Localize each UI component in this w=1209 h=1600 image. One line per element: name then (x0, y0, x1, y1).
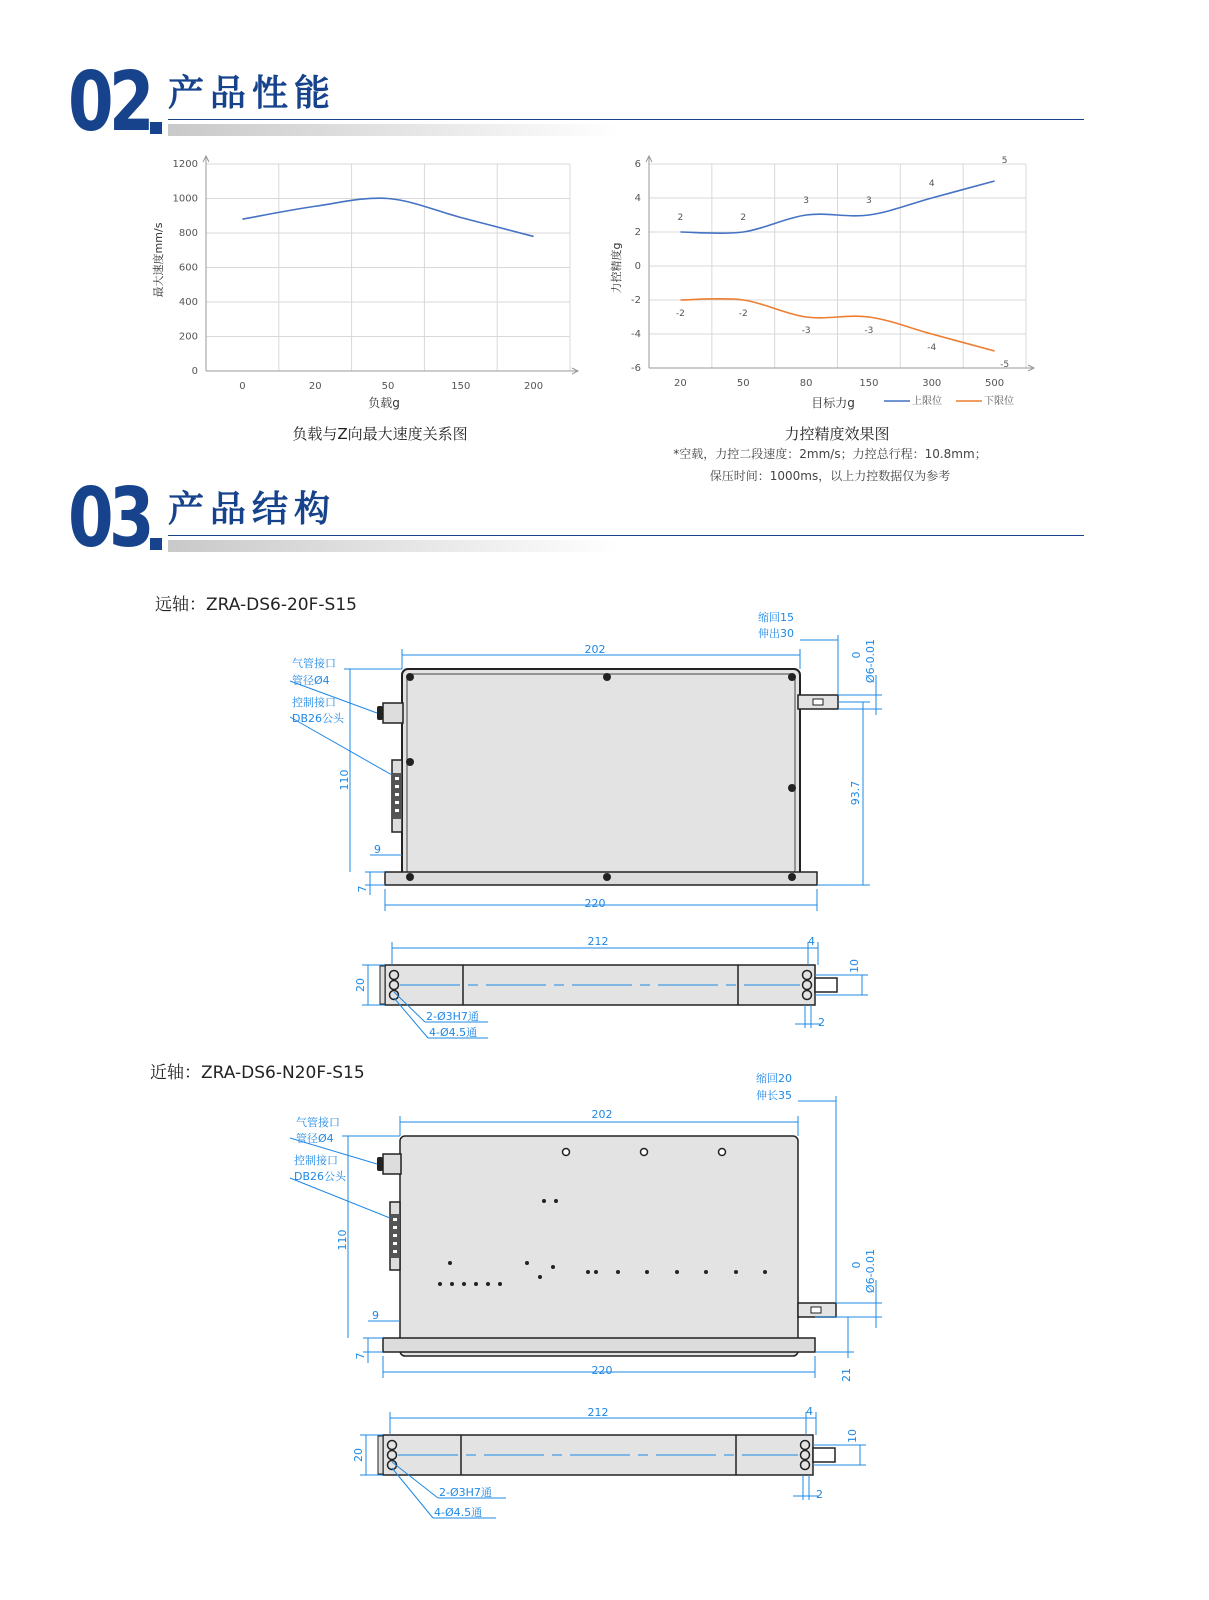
section-shade (168, 540, 618, 552)
model-label-near-axis: 近轴：ZRA-DS6-N20F-S15 (150, 1063, 365, 1083)
y-tick-label: 4 (634, 193, 641, 204)
near-axis-side-view (338, 1402, 878, 1524)
pipe-dia-label: 管径Ø4 (296, 1132, 334, 1145)
base-plate (383, 1338, 815, 1352)
holes-3h7: 2-Ø3H7通 (439, 1486, 492, 1499)
far-axis-side-view (340, 930, 880, 1045)
y-tick-label: 800 (178, 228, 198, 239)
x-tick-label: 300 (922, 378, 942, 389)
dim-2: 2 (818, 1016, 825, 1029)
air-fitting (377, 703, 403, 723)
legend-lower-label: 下限位 (984, 396, 1014, 407)
y-tick-label: -4 (631, 329, 641, 340)
dim-202: 202 (584, 643, 606, 656)
chart2-grid (646, 156, 1034, 371)
legend-upper-label: 上限位 (912, 396, 942, 407)
dim-9: 9 (372, 1309, 379, 1322)
chart2-data-labels (676, 156, 1009, 370)
db26-connector (392, 760, 402, 832)
chart2-title: 力控精度效果图 (784, 425, 890, 443)
holes-4-5: 4-Ø4.5通 (434, 1506, 483, 1519)
y-tick-label: 200 (178, 331, 198, 343)
y-tick-label: 600 (178, 262, 198, 274)
rod-tolerance: 0 (850, 651, 863, 659)
y-tick-label: 1200 (172, 159, 198, 170)
chart1-grid (203, 156, 578, 374)
section-rule (168, 535, 1084, 536)
chart1-ylabel: 最大速度mm/s (152, 222, 165, 298)
stroke-extend: 伸出30 (758, 627, 794, 640)
x-tick-label: 50 (381, 381, 395, 392)
dim-7: 7 (354, 1352, 367, 1360)
section-dot (150, 538, 162, 550)
x-tick-label: 200 (524, 381, 544, 392)
dim-212: 212 (587, 935, 609, 948)
x-tick-label: 20 (308, 381, 322, 392)
x-tick-label: 20 (674, 378, 687, 389)
x-tick-label: 50 (736, 378, 750, 389)
holes-3h7: 2-Ø3H7通 (426, 1010, 479, 1023)
rod-diameter: Ø6-0.01 (864, 1248, 877, 1294)
stroke-extend: 伸长35 (756, 1089, 792, 1102)
dim-110: 110 (336, 1229, 349, 1251)
dim-93-7: 93.7 (849, 780, 862, 806)
data-label: -4 (927, 343, 937, 353)
section-rule (168, 119, 1084, 120)
data-label: -2 (675, 309, 685, 319)
dim-4: 4 (806, 1405, 813, 1418)
y-tick-label: 2 (634, 227, 641, 238)
chart1-xlabel: 负载g (368, 396, 400, 410)
dim-212: 212 (587, 1406, 609, 1419)
chart-note-line2: 保压时间：1000ms，以上力控数据仅为参考 (709, 469, 951, 483)
housing-body (402, 669, 800, 879)
base-plate (385, 872, 817, 885)
dim-4: 4 (808, 935, 815, 948)
section-dot (150, 122, 162, 134)
db26-connector (390, 1202, 400, 1270)
dim-10: 10 (848, 959, 861, 973)
rod-tolerance: 0 (850, 1261, 863, 1269)
y-tick-label: -2 (631, 295, 641, 306)
y-tick-label: 400 (178, 297, 198, 308)
data-label: -3 (801, 326, 811, 336)
holes-4-5: 4-Ø4.5通 (429, 1026, 478, 1039)
section-title: 产品性能 (168, 73, 337, 114)
x-tick-label: 150 (859, 378, 879, 389)
section-shade (168, 124, 618, 136)
data-label: 3 (866, 196, 872, 206)
side-rod (815, 978, 837, 992)
model-label-far-axis: 远轴：ZRA-DS6-20F-S15 (155, 595, 357, 615)
ctrl-port-label: 控制接口 (292, 696, 336, 709)
ctrl-port-label: 控制接口 (294, 1154, 338, 1167)
dim-21: 21 (840, 1368, 853, 1382)
stroke-retract: 缩回15 (758, 611, 794, 624)
dim-2: 2 (816, 1488, 823, 1501)
housing-body (400, 1136, 798, 1356)
chart1-title: 负载与Z向最大速度关系图 (292, 425, 468, 443)
dim-110: 110 (338, 769, 351, 791)
data-label: 5 (1001, 156, 1008, 166)
stroke-retract: 缩回20 (756, 1072, 792, 1085)
rod-diameter: Ø6-0.01 (864, 638, 877, 684)
data-label: -2 (738, 309, 748, 319)
y-tick-label: 0 (191, 366, 198, 377)
x-tick-label: 80 (799, 378, 813, 389)
chart2-xlabel: 目标力g (811, 396, 855, 410)
air-port-label: 气管接口 (292, 657, 336, 670)
section-number: 02 (68, 55, 150, 150)
db26-label: DB26公头 (294, 1170, 347, 1183)
section-title: 产品结构 (168, 489, 337, 530)
data-label: 2 (740, 213, 747, 223)
chart1-series-line (242, 198, 533, 236)
section-number: 03 (68, 471, 150, 566)
data-label: -3 (864, 326, 874, 336)
force-precision-chart (600, 150, 1040, 420)
db26-label: DB26公头 (292, 712, 345, 725)
dim-20: 20 (352, 1448, 365, 1462)
x-tick-label: 150 (451, 381, 471, 392)
y-tick-label: -6 (631, 363, 641, 374)
air-fitting (377, 1154, 401, 1174)
y-tick-label: 0 (634, 261, 641, 272)
dim-7: 7 (356, 885, 369, 893)
data-label: 4 (928, 179, 935, 189)
data-label: 3 (803, 196, 809, 206)
chart2-ylabel: 力控精度g (610, 242, 623, 294)
y-tick-label: 6 (634, 159, 641, 170)
speed-load-chart (140, 150, 590, 420)
data-label: 2 (677, 213, 684, 223)
side-rod (813, 1448, 835, 1462)
dim-220: 220 (584, 897, 606, 910)
chart1-ticks (173, 159, 544, 392)
dim-10: 10 (846, 1429, 859, 1443)
pipe-dia-label: 管径Ø4 (292, 674, 330, 687)
x-tick-label: 0 (239, 381, 246, 392)
near-axis-front-view (280, 1068, 900, 1393)
chart-note-line1: *空载，力控二段速度：2mm/s；力控总行程：10.8mm； (673, 447, 987, 461)
air-port-label: 气管接口 (296, 1116, 340, 1129)
dim-220: 220 (591, 1364, 613, 1377)
dim-20: 20 (354, 978, 367, 992)
x-tick-label: 500 (985, 378, 1005, 389)
y-tick-label: 1000 (172, 193, 198, 205)
far-axis-front-view (280, 605, 900, 925)
dim-9: 9 (374, 843, 381, 856)
dim-202: 202 (591, 1108, 613, 1121)
data-label: -5 (1000, 360, 1010, 370)
